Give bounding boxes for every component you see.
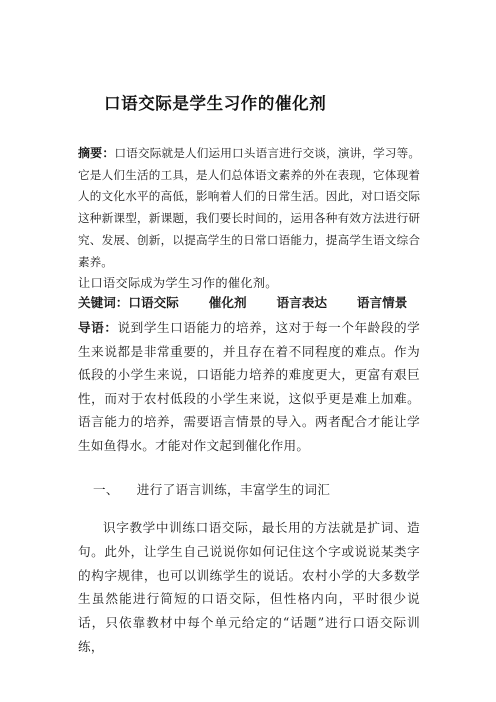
intro-text: 说到学生口语能力的培养，这对于每一个年龄段的学生来说都是非常重要的，并且存在着不同程度的难点。作为低段的小学生来说，口语能力培养的难度更大，更富有艰巨性，而对于农村低段的小学生来说，这似乎更是难上加难。语言能力的培养，需要语言情景的导入。两者配合才能让学生如鱼得水。才能对作文起到催化作用。: [78, 320, 421, 453]
keyword-item: 语言表达: [276, 295, 327, 310]
section-heading-text: 进行了语言训练，丰富学生的词汇: [136, 482, 331, 497]
keywords-label: 关键词：: [78, 295, 129, 310]
body-paragraph: 识字教学中训练口语交际，最长用的方法就是扩词、造句。此外，让学生自己说说你如何记住这个字或说说某类字的构字规律，也可以训练学生的说话。农村小学的大多数学生虽然能进行简短的口语交际，但性格内向，平时很少说话，只依靠教材中每个单元给定的“话题”进行口语交际训练，: [78, 520, 420, 654]
keyword-item: 催化剂: [208, 295, 247, 310]
abstract-label: 摘要：: [78, 146, 115, 160]
intro-label: 导语：: [78, 320, 118, 335]
intro-paragraph: [78, 316, 420, 458]
section-number: 一、: [93, 482, 119, 497]
keywords-line: [78, 292, 438, 311]
abstract-paragraph: [78, 143, 420, 295]
document-title: 口语交际是学生习作的催化剂: [104, 94, 327, 113]
keyword-item: 语言情景: [356, 295, 408, 310]
section-heading: [93, 479, 330, 498]
keyword-item: 口语交际: [128, 295, 179, 310]
abstract-tail: 让口语交际成为学生习作的催化剂。: [78, 276, 278, 291]
abstract-text: 口语交际就是人们运用口头语言进行交谈，演讲，学习等。它是人们生活的工具，是人们总体语文素养的外在表现，它体现着人的文化水平的高低，影响着人们的日常生活。因此，对口语交际这种新课型，新课题，我们要长时间的，运用各种有效方法进行研究、发展、创新，以提高学生的日常口语能力，提高学生语文综合素养。: [78, 146, 420, 269]
